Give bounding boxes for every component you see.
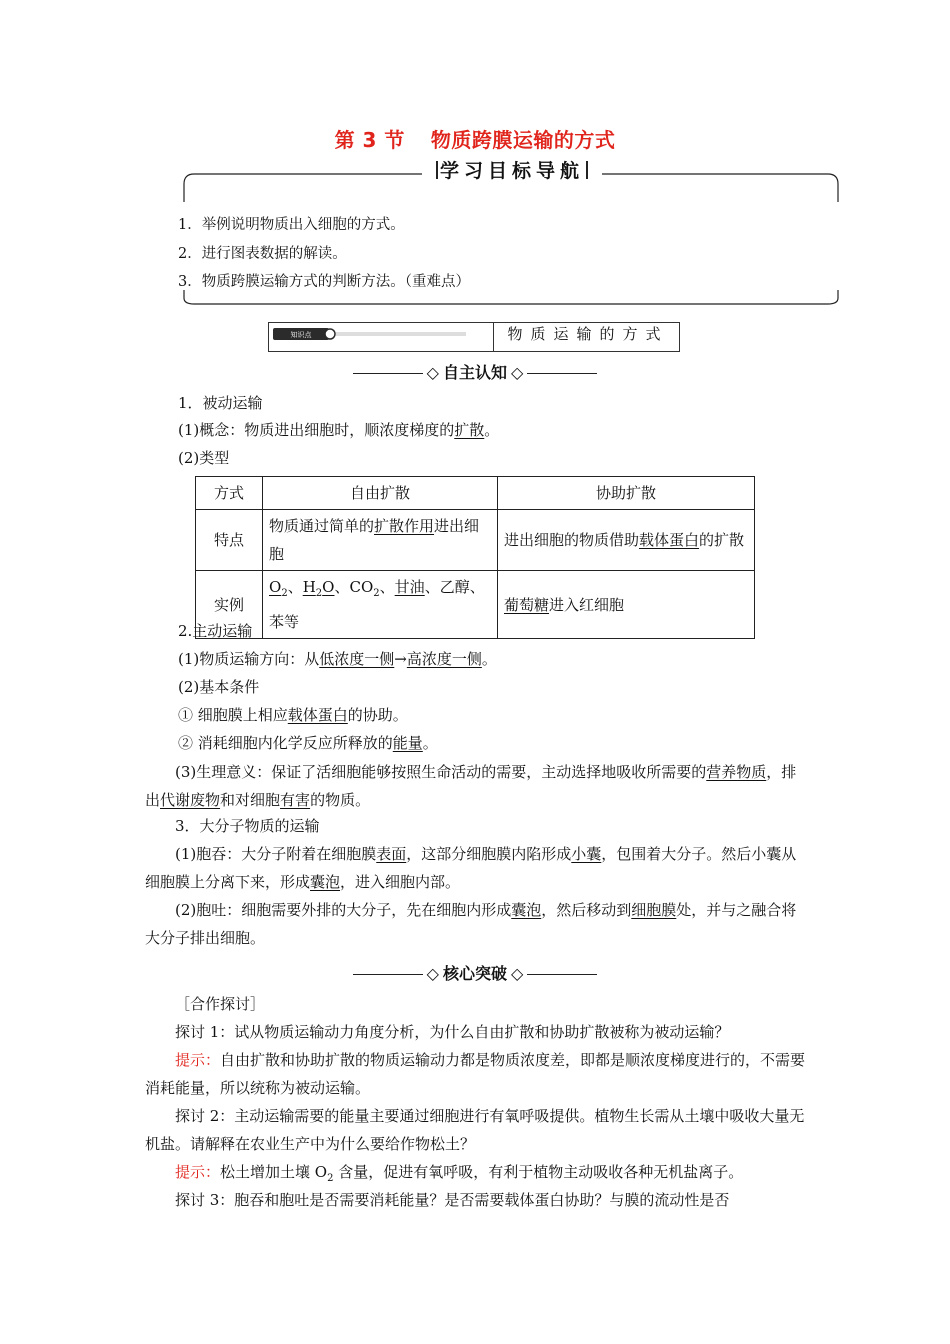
discussion-answer-1: 提示：自由扩散和协助扩散的物质运输动力都是物质浓度差，即都是顺浓度梯度进行的，不需要消耗能量，所以统称为被动运输。 [145, 1051, 806, 1097]
knowledge-point-badge [273, 328, 473, 340]
table-row [196, 510, 755, 571]
table-cell: 进出细胞的物质借助载体蛋白的扩散 [498, 510, 755, 571]
active-direction: (1)物质运输方向：从低浓度一侧→高浓度一侧。 [178, 650, 497, 668]
macro-title: 3．大分子物质的运输 [175, 817, 320, 835]
blank-answer: 扩散 [454, 421, 485, 439]
table-header: 协助扩散 [498, 477, 755, 510]
discussion-label: ［合作探讨］ [175, 995, 266, 1013]
active-condition-2: ② 消耗细胞内化学反应所释放的能量。 [178, 734, 438, 752]
active-title: 2.主动运输 [178, 622, 253, 640]
passive-type-label: (2)类型 [178, 449, 230, 467]
table-cell: 物质通过简单的扩散作用进出细胞 [263, 510, 498, 571]
goals-heading-text: 学习目标导航 [439, 160, 584, 182]
passive-concept: (1)概念：物质进出细胞时，顺浓度梯度的扩散。 [178, 421, 500, 439]
section-heading-core: ◇ 核心突破 ◇ [0, 961, 950, 984]
kp-divider [493, 323, 494, 352]
hint-label: 提示： [175, 1051, 221, 1069]
heading-bar [586, 161, 588, 179]
passive-title: 1．被动运输 [178, 394, 263, 412]
active-condition-label: (2)基本条件 [178, 678, 260, 696]
page-title [0, 124, 950, 153]
knowledge-point-box [268, 322, 680, 352]
section-heading-text: 核心突破 [442, 964, 507, 983]
active-significance: (3)生理意义：保证了活细胞能够按照生命活动的需要，主动选择地吸收所需要的营养物质，排出代谢废物和对细胞有害的物质。 [145, 763, 797, 809]
transport-table [195, 476, 755, 639]
row-label: 特点 [196, 510, 263, 571]
goal-item: 1．举例说明物质出入细胞的方式。 [178, 217, 405, 233]
row-label: 实例 [196, 571, 263, 639]
knowledge-point-title: 物质运输的方式 [507, 325, 669, 343]
section-name: 物质跨膜运输的方式 [430, 128, 616, 152]
section-number: 第 3 节 [334, 128, 405, 152]
discussion-question-2: 探讨 2：主动运输需要的能量主要通过细胞进行有氧呼吸提供。植物生长需从土壤中吸收大量无机盐。请解释在农业生产中为什么要给作物松土？ [145, 1107, 805, 1153]
macro-endocytosis: (1)胞吞：大分子附着在细胞膜表面，这部分细胞膜内陷形成小囊，包围着大分子。然后小囊从细胞膜上分离下来，形成囊泡，进入细胞内部。 [145, 845, 797, 891]
discussion-question-3: 探讨 3：胞吞和胞吐是否需要消耗能量？是否需要载体蛋白协助？与膜的流动性是否 [175, 1191, 730, 1209]
section-heading-text: 自主认知 [442, 363, 507, 382]
heading-bar [436, 161, 438, 179]
badge-text: 知识点 [290, 331, 312, 339]
table-row [196, 477, 755, 510]
table-cell: $O_2$、$H_2O$、$CO_2$、甘油、乙醇、苯等 [263, 571, 498, 639]
hint-label: 提示： [175, 1163, 221, 1181]
table-cell: 葡萄糖进入红细胞 [498, 571, 755, 639]
goal-item: 3．物质跨膜运输方式的判断方法。（重难点） [178, 274, 470, 290]
macro-exocytosis: (2)胞吐：细胞需要外排的大分子，先在细胞内形成囊泡，然后移动到细胞膜处，并与之融合将大分子排出细胞。 [145, 901, 797, 947]
table-header: 方式 [196, 477, 263, 510]
table-header: 自由扩散 [263, 477, 498, 510]
section-heading-self-study: ◇ 自主认知 ◇ [0, 360, 950, 383]
active-condition-1: ① 细胞膜上相应载体蛋白的协助。 [178, 706, 408, 724]
discussion-question-1: 探讨 1：试从物质运输动力角度分析，为什么自由扩散和协助扩散被称为被动运输？ [175, 1023, 730, 1041]
goals-heading [422, 156, 602, 183]
discussion-answer-2: 提示：松土增加土壤 $O_2$ 含量，促进有氧呼吸，有利于植物主动吸收各种无机盐离子。 [175, 1163, 744, 1184]
goal-item: 2．进行图表数据的解读。 [178, 246, 347, 262]
